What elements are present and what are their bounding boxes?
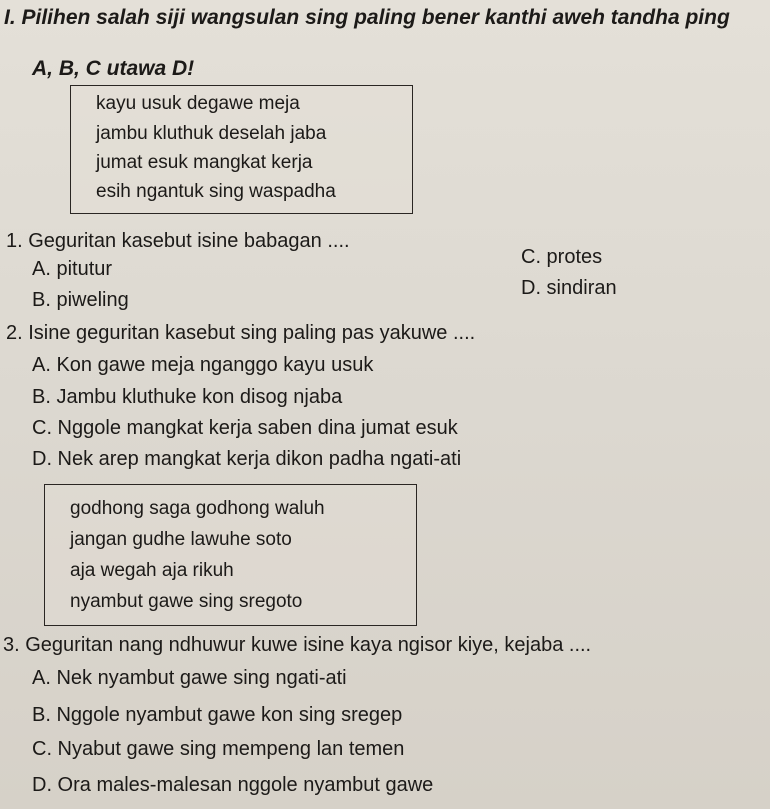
question-1-option-c[interactable]: C. protes [521,246,603,268]
poem-2-line-3: aja wegah aja rikuh [70,560,234,581]
question-1-option-d[interactable]: D. sindiran [521,277,617,299]
question-2-option-a[interactable]: A. Kon gawe meja nganggo kayu usuk [32,354,374,376]
question-2-option-b[interactable]: B. Jambu kluthuke kon disog njaba [32,386,343,408]
question-2-option-d[interactable]: D. Nek arep mangkat kerja dikon padha ngati-ati [32,448,462,470]
poem-1-line-2: jambu kluthuk deselah jaba [96,123,327,144]
question-3-option-d[interactable]: D. Ora males-malesan nggole nyambut gawe [32,774,434,796]
poem-1-line-4: esih ngantuk sing waspadha [96,181,336,202]
question-2-option-c[interactable]: C. Nggole mangkat kerja saben dina jumat esuk [32,417,458,439]
question-3-option-b[interactable]: B. Nggole nyambut gawe kon sing sregep [32,704,403,726]
poem-1-line-1: kayu usuk degawe meja [96,93,300,114]
poem-box-2 [44,484,417,626]
question-3-option-c[interactable]: C. Nyabut gawe sing mempeng lan temen [32,738,405,760]
question-3-option-a[interactable]: A. Nek nyambut gawe sing ngati-ati [32,667,347,689]
section-heading-line-1: I. Pilihen salah siji wangsulan sing paling bener kanthi aweh tandha ping [4,6,730,29]
poem-2-line-2: jangan gudhe lawuhe soto [70,529,292,550]
question-1-option-a[interactable]: A. pitutur [32,258,113,280]
question-2: 2. Isine geguritan kasebut sing paling pas yakuwe .... [6,322,476,344]
section-heading-line-2: A, B, C utawa D! [32,57,195,80]
question-1: 1. Geguritan kasebut isine babagan .... [6,230,350,252]
poem-2-line-1: godhong saga godhong waluh [70,498,325,519]
question-3: 3. Geguritan nang ndhuwur kuwe isine kaya ngisor kiye, kejaba .... [3,634,592,656]
poem-2-line-4: nyambut gawe sing sregoto [70,591,303,612]
poem-box-1 [70,85,413,214]
question-1-option-b[interactable]: B. piweling [32,289,129,311]
poem-1-line-3: jumat esuk mangkat kerja [96,152,313,173]
